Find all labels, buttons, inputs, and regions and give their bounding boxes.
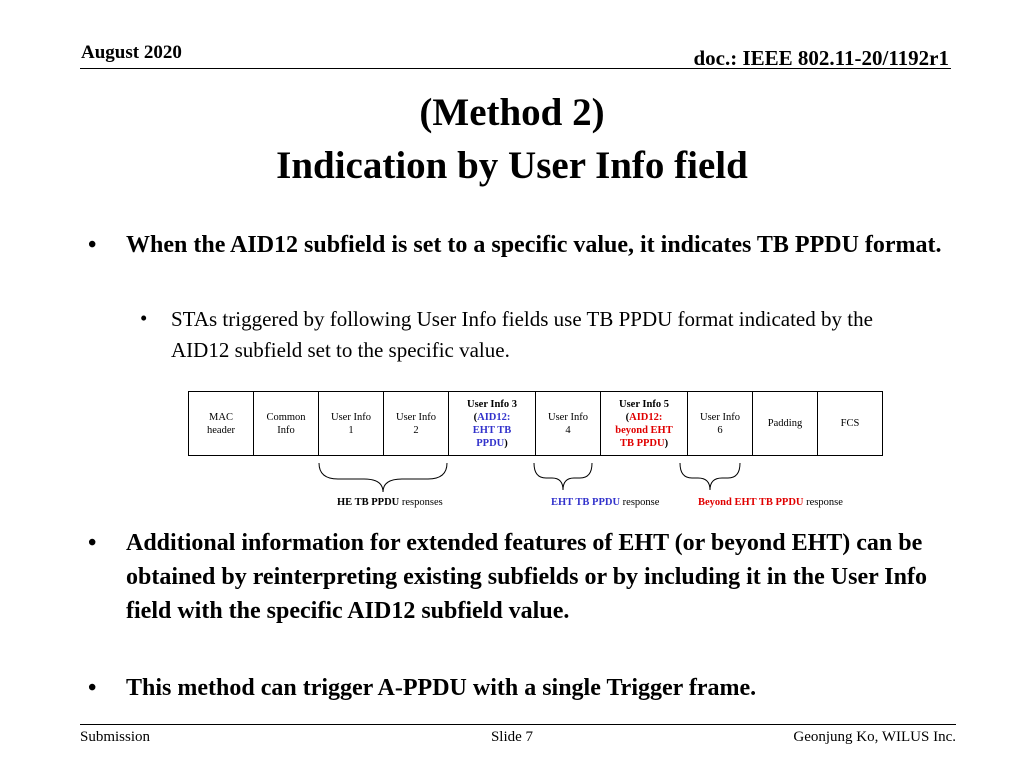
field-common-info: Common Info [254, 392, 319, 456]
field-user-info-2: User Info 2 [384, 392, 449, 456]
bullet-dot: • [88, 675, 97, 701]
field-mac-header: MAC header [189, 392, 254, 456]
bullet-1-text: When the AID12 subfield is set to a specific value, it indicates TB PPDU format. [126, 232, 942, 258]
footer-slide-number: Slide 7 [490, 729, 534, 745]
field-user-info-5: User Info 5 (AID12: beyond EHT TB PPDU) [601, 392, 688, 456]
sub-bullet-1-text: STAs triggered by following User Info fields use TB PPDU format indicated by the AID12 subfield set to the specific value. [171, 307, 873, 362]
field-user-info-1: User Info 1 [319, 392, 384, 456]
label-he-tb-ppdu: HE TB PPDU responses [337, 497, 443, 508]
footer-rule [80, 724, 956, 725]
header-doc-id: doc.: IEEE 802.11-20/1192r1 [693, 46, 949, 70]
footer-author: Geonjung Ko, WILUS Inc. [793, 729, 956, 745]
brace-eht-tb [534, 463, 592, 490]
field-fcs: FCS [818, 392, 883, 456]
header-date: August 2020 [81, 42, 182, 63]
footer-submission: Submission [80, 729, 151, 745]
field-user-info-6: User Info 6 [688, 392, 753, 456]
bullet-dot: • [88, 232, 97, 258]
field-user-info-3: User Info 3 (AID12: EHT TB PPDU) [449, 392, 536, 456]
sub-bullet-dot: • [140, 306, 148, 330]
brace-he-tb [319, 463, 447, 492]
slide-title-line2: Indication by User Info field [276, 144, 748, 187]
field-user-info-4: User Info 4 [536, 392, 601, 456]
bullet-2 [88, 526, 946, 628]
bullet-dot: • [88, 530, 97, 556]
slide-title-line1: (Method 2) [419, 91, 605, 134]
bullet-3-text: This method can trigger A-PPDU with a single Trigger frame. [126, 675, 757, 701]
field-padding: Padding [753, 392, 818, 456]
brace-beyond-eht-tb [680, 463, 740, 490]
label-eht-tb-ppdu: EHT TB PPDU response [551, 497, 660, 508]
label-beyond-eht-tb-ppdu: Beyond EHT TB PPDU response [698, 497, 843, 508]
bullet-2-text: Additional information for extended features of EHT (or beyond EHT) can be obtained by reinterpreting existing subfields or by including it in the User Info field with the specific AID12 subfield value. [126, 530, 927, 624]
bullet-3 [88, 671, 946, 705]
